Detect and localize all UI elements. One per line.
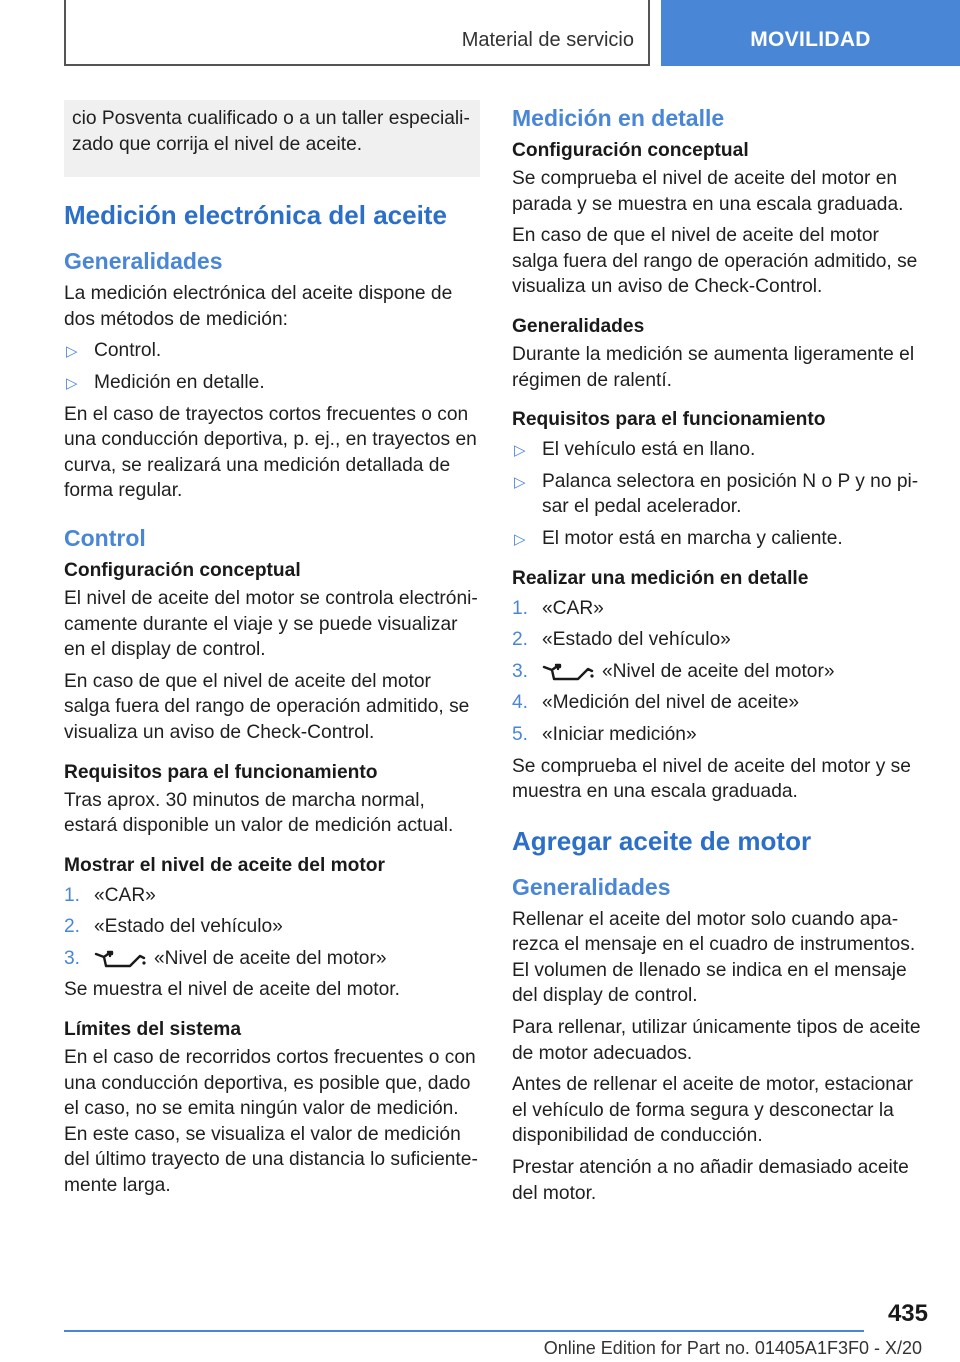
oil-can-icon (94, 948, 146, 970)
gen-text: En el caso de trayectos cortos frecuentes o con una conducción deportiva, p. ej., en trayectos en curva, se realizará una medición detallada de forma regular. (64, 403, 477, 502)
section-tab (64, 0, 650, 66)
list-item: 2. «Estado del vehículo» (64, 916, 283, 938)
list-item: ▷ Control. (64, 338, 480, 364)
list-item: 4. «Medición del nivel de aceite» (512, 692, 800, 714)
list-item: 3. «Nivel de aceite del motor» (64, 947, 387, 969)
heading-generalities: Generalidades (512, 315, 645, 337)
requirements-list (512, 437, 928, 551)
triangle-bullet-icon: ▷ (514, 442, 526, 460)
note-box (64, 100, 480, 177)
add-p3: Antes de rellenar el aceite de motor, estacionar el vehículo de forma segura y desconectar la disponibilidad de conducción. (512, 1074, 914, 1147)
concept-p2: En caso de que el nivel de aceite del motor salga fuera del rango de operación admitido, se visualiza un aviso de Check-Control. (64, 670, 470, 743)
heading-detail-measurement: Medición en detalle (512, 105, 725, 131)
list-item: 1. «CAR» (512, 597, 604, 619)
list-item: 2. «Estado del vehículo» (512, 629, 731, 651)
section-title-add-oil: Agregar aceite de motor (512, 825, 812, 856)
heading-generalities: Generalidades (64, 248, 223, 275)
list-item: 1. «CAR» (64, 884, 156, 906)
gen-intro: La medición electrónica del aceite dispone de dos métodos de medición: (64, 283, 453, 330)
concept-p1: El nivel de aceite del motor se controla electrónicamente durante el viaje y se puede visualizar en el display de control. (64, 587, 478, 661)
concept-p2: En caso de que el nivel de aceite del motor salga fuera del rango de operación admitido, se visualiza un aviso de Check-Control. (512, 225, 918, 298)
do-steps-list (512, 596, 928, 748)
heading-limits: Límites del sistema (64, 1019, 242, 1041)
req-text: Tras aprox. 30 minutos de marcha normal, estará disponible un valor de medición actual. (64, 789, 454, 837)
triangle-bullet-icon: ▷ (514, 473, 526, 491)
oil-can-icon (542, 661, 594, 683)
heading-requirements: Requisitos para el funcionamiento (512, 409, 826, 431)
note-text: cio Posventa cualificado o a un taller especializado que corrija el nivel de aceite. (72, 108, 470, 155)
list-item: 5. «Iniciar medición» (512, 723, 697, 745)
heading-generalities: Generalidades (512, 873, 671, 900)
list-item: ▷ El motor está en marcha y caliente. (512, 526, 928, 552)
section-tab-label: Material de servicio (461, 29, 634, 51)
triangle-bullet-icon: ▷ (514, 530, 526, 548)
add-p1: Rellenar el aceite del motor solo cuando aparezca el mensaje en el cuadro de instrumentos. El volumen de llenado se indica en el mensaje del display de control. (512, 908, 916, 1007)
right-column (512, 100, 928, 1212)
add-p2: Para rellenar, utilizar únicamente tipos de aceite de motor adecuados. (512, 1017, 921, 1064)
page-header (0, 0, 960, 66)
show-steps-list (64, 883, 480, 972)
limits-text: En el caso de recorridos cortos frecuentes o con una conducción deportiva, es posible que, dado el caso, no se emita ningún valor de medición. En este caso, se visualiza el valor de medición del último trayecto de una distancia lo suficientemente larga. (64, 1047, 478, 1197)
do-result: Se comprueba el nivel de aceite del motor y se muestra en una escala graduada. (512, 755, 911, 803)
triangle-bullet-icon: ▷ (66, 374, 78, 392)
left-column (64, 100, 480, 1205)
list-item: ▷ El vehículo está en llano. (512, 437, 928, 463)
section-title-electronic-oil: Medición electrónica del aceite (64, 200, 447, 231)
triangle-bullet-icon: ▷ (66, 343, 78, 361)
heading-concept: Configuración conceptual (64, 559, 301, 581)
heading-show-oil-level: Mostrar el nivel de aceite del motor (64, 854, 385, 876)
heading-concept: Configuración conceptual (512, 140, 749, 161)
chapter-tab (661, 0, 960, 66)
heading-control: Control (64, 524, 146, 551)
page-number: 435 (887, 1300, 928, 1327)
gen-text: Durante la medición se aumenta ligeramente el régimen de ralentí. (512, 343, 915, 391)
list-item: ▷ Medición en detalle. (64, 370, 480, 396)
heading-requirements: Requisitos para el funcionamiento (64, 761, 378, 783)
methods-list (64, 338, 480, 395)
add-p4: Prestar atención a no añadir demasiado aceite del motor. (512, 1157, 909, 1204)
list-item: 3. «Nivel de aceite del motor» (512, 660, 835, 682)
footer-divider (64, 1330, 864, 1332)
concept-p1: Se comprueba el nivel de aceite del motor en parada y se muestra en una escala graduada. (512, 168, 904, 215)
show-result: Se muestra el nivel de aceite del motor. (64, 979, 400, 1001)
chapter-tab-label: MOVILIDAD (750, 28, 871, 51)
edition-text: Online Edition for Part no. 01405A1F3F0 - X/20 (543, 1338, 922, 1358)
heading-do-measurement: Realizar una medición en detalle (512, 567, 809, 589)
list-item: ▷ Palanca selectora en posición N o P y no pisar el pedal acelerador. (514, 470, 919, 518)
